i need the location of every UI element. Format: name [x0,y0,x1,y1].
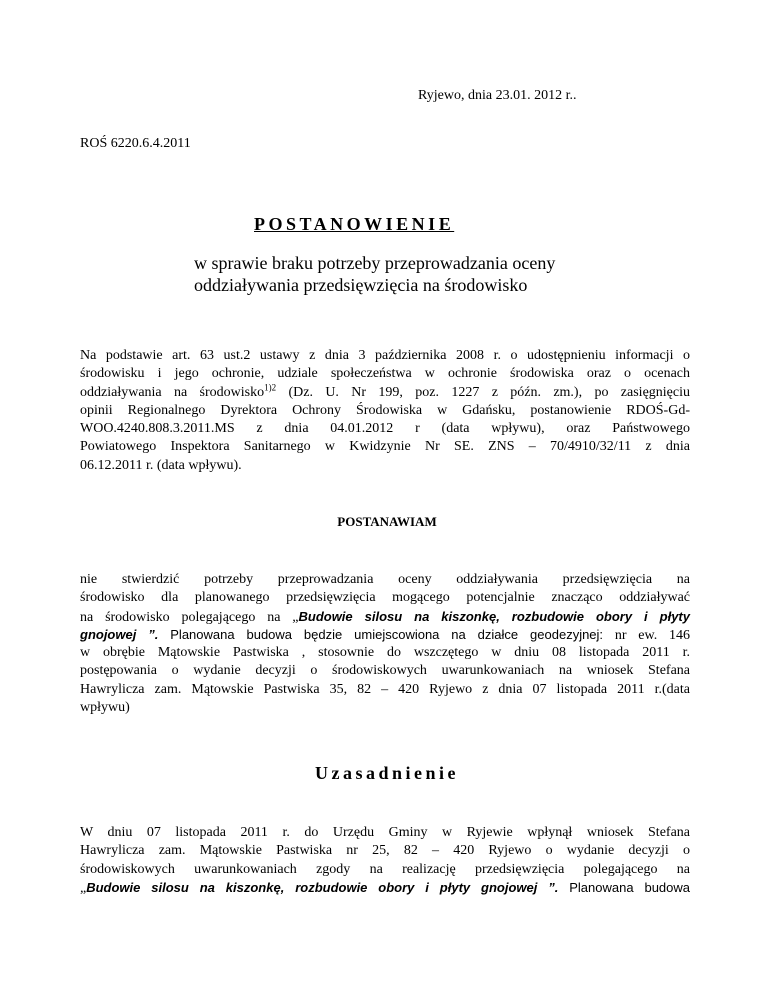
text-run: Planowana budowa będzie umiejscowiona na działce geodezyjnej: [158,626,604,642]
paragraph-line: nie stwierdzić potrzeby przeprowadzania oceny oddziaływania przedsięwzięcia na [80,572,690,587]
paragraph-line: środowiskowych uwarunkowaniach zgody na realizację przedsięwzięcia polegającego na [80,861,690,877]
paragraph-line: wpływu) [80,700,130,716]
paragraph-line: Powiatowego Inspektora Sanitarnego w Kwidzynie Nr SE. ZNS – 70/4910/32/11 z dnia [80,439,690,455]
text-run: na środowisko polegającego na „ [80,609,299,625]
paragraph-line: 06.12.2011 r. (data wpływu). [80,457,242,473]
project-name: Budowie silosu na kiszonkę, rozbudowie obory i płyty gnojowej ”. [86,879,559,895]
subject-line: w sprawie braku potrzeby przeprowadzania oceny [194,253,556,273]
project-name: gnojowej ”. [80,626,159,642]
paragraph-line: Hawrylicza zam. Mątowskie Pastwiska nr 25, 82 – 420 Ryjewo o wydanie decyzji o [80,843,690,859]
case-reference: ROŚ 6220.6.4.2011 [80,136,191,151]
place-and-date: Ryjewo, dnia 23.01. 2012 r.. [418,88,577,103]
paragraph-line: opinii Regionalnego Dyrektora Ochrony Środowiska w Gdańsku, postanowienie RDOŚ-Gd- [80,402,690,418]
decision-paragraph [80,571,690,717]
paragraph-line: postępowania o wydanie decyzji o środowiskowych uwarunkowaniach na wniosek Stefana [80,663,690,679]
decision-heading: POSTANAWIAM [337,514,437,529]
text-run: nr ew. 146 [603,627,690,643]
justification-paragraph [80,824,690,897]
footnote-marker: 1)2 [264,381,277,392]
paragraph-line: W dniu 07 listopada 2011 r. do Urzędu Gminy w Ryjewie wpłynął wniosek Stefana [80,825,690,840]
text-run: (Dz. U. Nr 199, poz. 1227 z późn. zm.), po zasięgnięciu [276,384,690,400]
text-run: Planowana budowa [558,879,690,895]
paragraph-line: w obrębie Mątowskie Pastwiska , stosownie do wszczętego w dniu 08 listopada 2011 r. [80,645,690,661]
document-title: POSTANOWIENIE [254,214,455,234]
project-name: Budowie silosu na kiszonkę, rozbudowie obory i płyty [298,608,690,624]
paragraph-line: środowisku i jego ochronie, udziale społeczeństwa w ochronie środowiska oraz o ocenach [80,366,690,382]
paragraph-line: środowisko dla planowanego przedsięwzięcia mogącego potencjalnie znacząco oddziaływać [80,590,690,606]
text-run: „ [80,880,87,896]
paragraph-line [80,626,690,644]
paragraph-line [80,879,690,897]
legal-basis-paragraph [80,347,690,475]
paragraph-line [80,381,690,402]
justification-heading: Uzasadnienie [314,763,459,783]
subject-line: oddziaływania przedsięwzięcia na środowisko [194,275,528,295]
paragraph-line: WOO.4240.808.3.2011.MS z dnia 04.01.2012 r (data wpływu), oraz Państwowego [80,421,690,437]
document-subject [194,252,614,296]
paragraph-line [80,608,690,626]
paragraph-line: Hawrylicza zam. Mątowskie Pastwiska 35, 82 – 420 Ryjewo z dnia 07 listopada 2011 r.(data [80,681,690,697]
text-run: oddziaływania na środowisko [80,384,265,400]
paragraph-line: Na podstawie art. 63 ust.2 ustawy z dnia 3 października 2008 r. o udostępnieniu informacji o [80,348,690,363]
